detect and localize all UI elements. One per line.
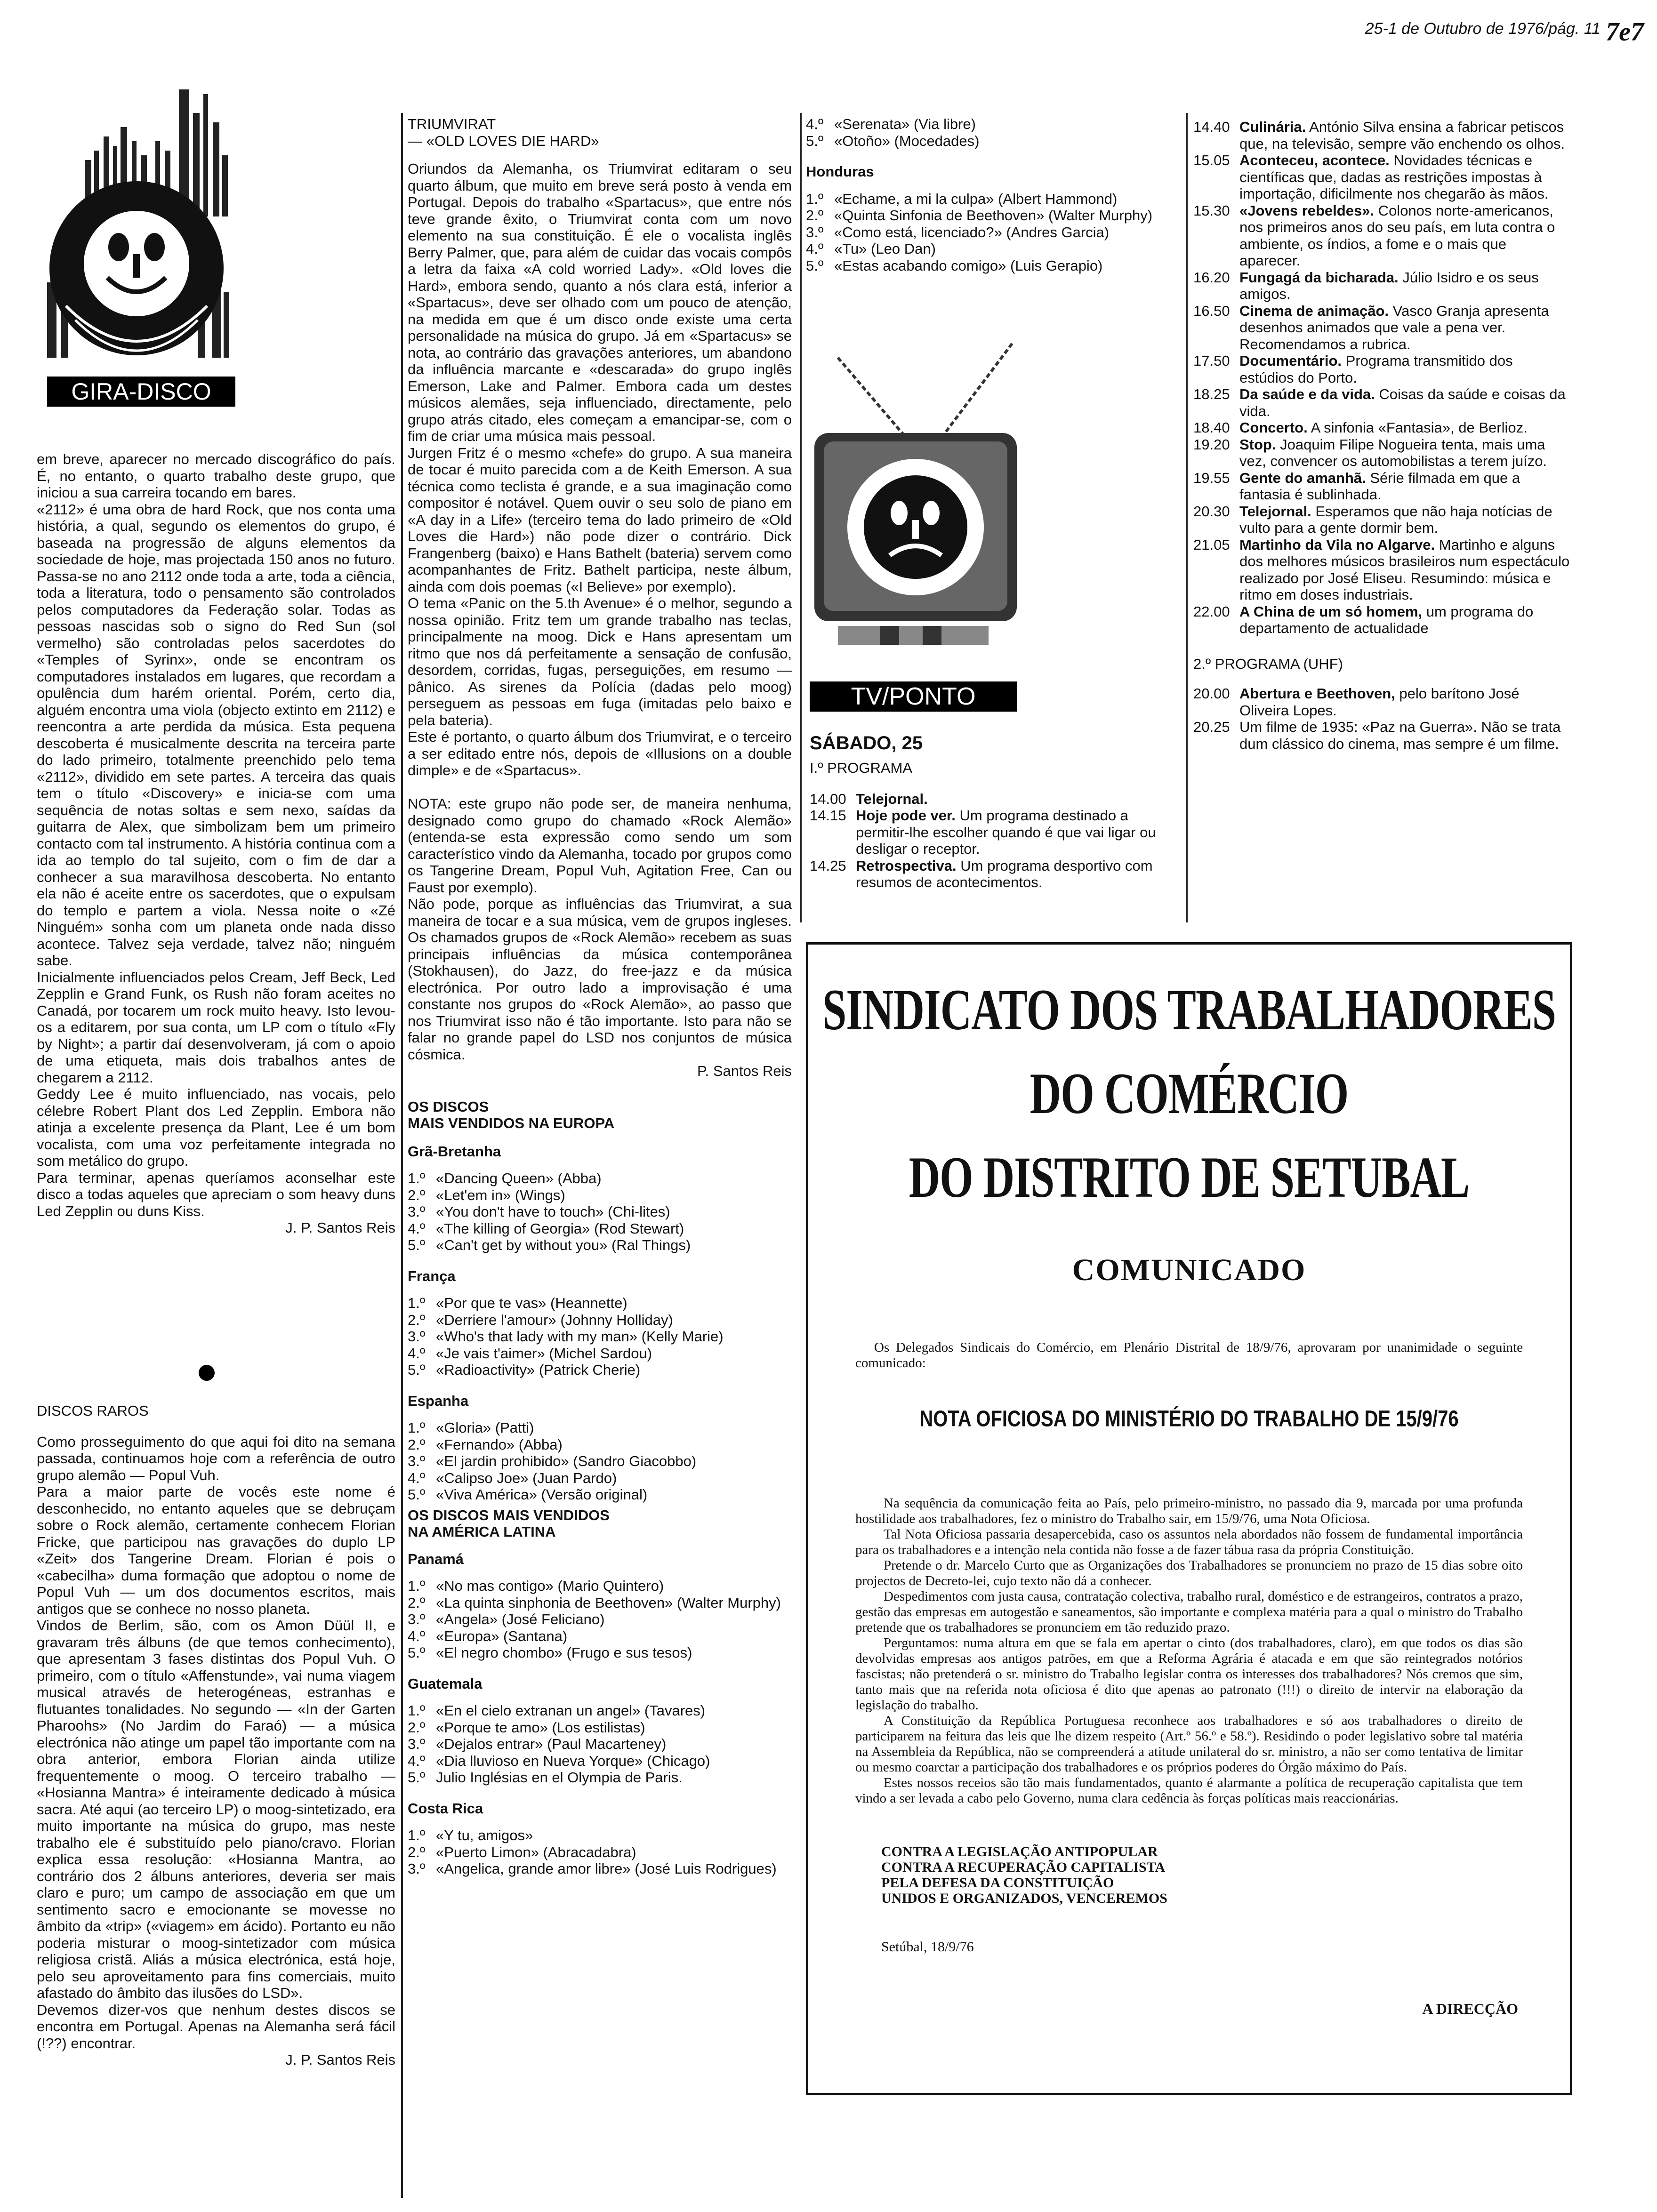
chart-list-pa	[408, 1578, 792, 1661]
tv-program-item: 16.50 Cinema de animação. Vasco Granja apresenta desenhos animados que vale a pena ver. Recomendamos a rubrica.	[1193, 302, 1549, 353]
charts-subtitle: MAIS VENDIDOS NA EUROPA	[408, 1115, 615, 1131]
charts-title: OS DISCOS	[408, 1098, 489, 1115]
notice-place-date: Setúbal, 18/9/76	[881, 1939, 974, 1955]
list-item: 1.º «En el cielo extranan un angel» (Tavares)	[408, 1702, 706, 1719]
list-item: 4.º «Calipso Joe» (Juan Pardo)	[408, 1469, 617, 1486]
list-item: 1.º «Por que te vas» (Heannette)	[408, 1295, 627, 1311]
list-item: 2.º «Porque te amo» (Los estilistas)	[408, 1719, 645, 1736]
notice-title-line-1: SINDICATO DOS TRABALHADORES	[822, 977, 1556, 1042]
list-item: 2.º «Puerto Limon» (Abracadabra)	[408, 1843, 636, 1860]
list-item: 4.º «Je vais t'aimer» (Michel Sardou)	[408, 1345, 652, 1362]
list-item: 5.º «Viva América» (Versão original)	[408, 1486, 648, 1503]
tv-ponto-label: TV/PONTO	[810, 681, 1017, 712]
chart-list-fr	[408, 1295, 792, 1378]
column-rule	[401, 113, 403, 2198]
tv-program-1-title: I.º PROGRAMA	[810, 760, 913, 776]
list-item: 3.º «Angelica, grande amor libre» (José Luis Rodrigues)	[408, 1860, 777, 1877]
tv-program-item: 19.55 Gente do amanhã. Série filmada em que a fantasia é sublinhada.	[1193, 469, 1520, 503]
tv-program-item: 14.00 Telejornal.	[810, 790, 928, 807]
page-date-header: 25-1 de Outubro de 1976/pág. 11	[1365, 20, 1601, 38]
discos-raros-article: Como prosseguimento do que aqui foi dito na semana passada, continuamos hoje com a referência de outro grupo alemão — Popul Vuh. Para a maior parte de vocês este nome é desconhecido, no entanto aqueles que se debruçam sobre o Rock alemão, certamente conhecem Florian Fricke, que participou nas gravações do duplo LP «Zeit» dos Tangerine Dream. Florian é pois o «cabecilha» duma formação que adoptou o nome de Popul Vuh — um dos documentos escritos, mais antigos que se conhece no nosso planeta. Vindos de Berlim, são, com os Amon Düül II, e gravaram três álbuns (de que temos conhecimento), que apresentam 3 fases distintas dos Popul Vuh. O primeiro, com o título «Affenstunde», vai numa viagem musical através de heterogéneas, estranhas e flutuantes tonalidades. No segundo — «In der Garten Pharoohs» (No Jardim do Faraó) — a música electrónica não atinge um papel tão importante com na obra anterior, embora Florian ainda utilize frequentemente o moog. O terceiro trabalho — «Hosianna Mantra» é inteiramente dedicado à música sacra. Até aqui (ao terceiro LP) o moog-sintetizado, era muito importante na música do grupo, mas neste trabalho ele é substituído pelo piano/cravo. Florian explica essa resolução: «Hosianna Mantra, ao contrário dos 2 álbuns anteriores, deveria ser mais claro e puro; um campo de associação em que um sentimento sacro e emocionante se movesse no âmbito da «trip» («viagem» em ácido). Portanto eu não poderia misturar o moog-sintetizador com música religiosa cristã. Aliás a música electrónica, está hoje, pelo seu aproveitamento para fins comerciais, muito afastado do âmbito das ilusões do LSD». Devemos dizer-vos que nenhum destes discos se encontra em Portugal. Apenas na Alemanha será fácil (!??) encontrar.	[37, 1433, 395, 2052]
tv-program-item: 14.25 Retrospectiva. Um programa desportivo com resumos de acontecimentos.	[810, 857, 1153, 890]
list-item: 1.º «Gloria» (Patti)	[408, 1419, 534, 1436]
chart-country-gu: Guatemala	[408, 1675, 483, 1692]
chart-list-gu	[408, 1702, 792, 1786]
gira-disco-logo	[38, 85, 235, 409]
tv-program-item: 14.15 Hoje pode ver. Um programa destinado a permitir-lhe escolher quando é que vai ligar ou desligar o receptor.	[810, 807, 1156, 857]
notice-paragraph: Perguntamos: numa altura em que se fala em apertar o cinto (dos trabalhadores, claro), em que todos os dias são devolvidas empresas aos antigos patrões, em que a Reforma Agrária é atacada e em que são reintegrados notórios fascistas; não pretenderá o sr. ministro do Trabalho legislar contra os interesses dos trabalhadores? Nós cremos que sim, tanto mais que na referida nota oficiosa é dito que apenas ao patronato (!!!) o direito de intervir na elaboração da legislação do trabalho.	[855, 1635, 1523, 1713]
tv-program-item: 17.50 Documentário. Programa transmitido dos estúdios do Porto.	[1193, 353, 1513, 386]
list-item: 5.º «Radioactivity» (Patrick Cherie)	[408, 1362, 641, 1378]
tv-program-item: 16.20 Fungagá da bicharada. Júlio Isidro e os seus amigos.	[1193, 269, 1539, 302]
chart-list-gb	[408, 1170, 792, 1254]
notice-body	[855, 1496, 1523, 1806]
tv-program-2-title: 2.º PROGRAMA (UHF)	[1193, 655, 1343, 672]
list-item: 2.º «Let'em in» (Wings)	[408, 1186, 565, 1203]
chart-country-gb: Grã-Bretanha	[408, 1143, 501, 1160]
list-item: 3.º «El jardin prohibido» (Sandro Giacobbo)	[408, 1453, 697, 1469]
gira-disco-label: GIRA-DISCO	[47, 377, 235, 407]
chart-country-es: Espanha	[408, 1392, 469, 1409]
tv-program-item: 20.30 Telejornal. Esperamos que não haja notícias de vulto para a gente dormir bem.	[1193, 503, 1552, 536]
list-item: 3.º «You don't have to touch» (Chi-lites)	[408, 1203, 670, 1220]
chart-list-es	[408, 1419, 792, 1503]
article-signature: J. P. Santos Reis	[285, 2052, 395, 2068]
chart-country-pa: Panamá	[408, 1550, 464, 1567]
list-item: 2.º «Fernando» (Abba)	[408, 1436, 563, 1453]
notice-paragraph: Na sequência da comunicação feita ao País, pelo primeiro-ministro, no passado dia 9, marcada por uma profunda hostilidade aos trabalhadores, fez o ministro do Trabalho sair, em 15/9/76, uma Nota Oficiosa.	[855, 1496, 1523, 1526]
notice-paragraph: A Constituição da República Portuguesa reconhece aos trabalhadores e só aos trabalhadores o direito de participarem na feitura das leis que lhe dizem respeito (Art.º 56.º e 58.º). Residindo o poder legislativo sobre tal matéria na Assembleia da República, não se compreenderá a atitude unilateral do sr. ministro, a não ser como tentativa de limitar ou mesmo coarctar a participação dos trabalhadores e os próprios poderes do Órgão máximo do País.	[855, 1713, 1523, 1775]
gira-disco-article: em breve, aparecer no mercado discográfico do país. É, no entanto, o quarto trabalho deste grupo, que iniciou a sua carreira tocando em bares. «2112» é uma obra de hard Rock, que nos conta uma história, a qual, segundo os elementos do grupo, é baseada na progressão de alguns elementos da sociedade de hoje, mas projectada 150 anos no futuro. Passa-se no ano 2112 onde toda a arte, toda a ciência, toda a literatura, todo o pensamento são controlados pelos computadores da Federação solar. Todas as pessoas nascidas sob o signo do Red Sun (sol vermelho) são controladas pelos sacerdotes do «Temples of Syrinx», onde se encontram os computadores instalados em lugares, que recordam a opulência dum harém oriental. Porém, certo dia, alguém encontra uma viola (objecto extinto em 2112) e reencontra a arte perdida da música. Esta pequena descoberta é musicalmente descrita na terceira parte do lado primeiro, totalmente preenchido pelo tema «2112», dividido em sete partes. A terceira das quais tem o título «Discovery» e inicia-se com uma sequência de notas soltas e sem nexo, saídas da guitarra de Alex, que simbolizam bem um primeiro contacto com tal instrumento. A história continua com a ida ao templo do tal sujeito, com o fim de dar a conhecer a sua maravilhosa descoberta. No entanto ela não é aceite entre os sacerdotes, que o expulsam do templo e partem a viola. Nessa noite o «Zé Ninguém» sonha com um planeta onde nada disso acontece. Talvez seja verdade, talvez não; ninguém sabe. Inicialmente influenciados pelos Cream, Jeff Beck, Led Zepplin e Grand Funk, os Rush não foram aceites no Canadá, por tocarem um rock muito heavy. Isto levou-os a editarem, por sua conta, um LP com o título «Fly by Night»; a partir daí desenvolveram, já com o apoio de uma etiqueta, mais dois trabalhos antes de chegarem a 2112. Geddy Lee é muito influenciado, nas vocais, pelo célebre Robert Plant dos Led Zepplin. Embora não atinja a excelente presença da Plant, Lee é um bom vocalista, com uma voz perfeitamente integrada no som metálico do grupo. Para terminar, apenas queríamos aconselhar este disco a todas aqueles que apreciam o som heavy duns Led Zepplin ou duns Kiss.	[37, 451, 395, 1219]
article-signature: P. Santos Reis	[697, 1063, 792, 1079]
tv-program-item: 15.30 «Jovens rebeldes». Colonos norte-americanos, nos primeiros anos do seu país, em luta contra o ambiente, os índios, a fome e o mais que aparecer.	[1193, 202, 1555, 269]
masthead-logo: 7e7	[1606, 17, 1644, 47]
list-item: 1.º «Dancing Queen» (Abba)	[408, 1170, 602, 1186]
notice-slogan: PELA DEFESA DA CONSTITUIÇÃO	[881, 1875, 1114, 1891]
list-item: 2.º «Quinta Sinfonia de Beethoven» (Walter Murphy)	[806, 207, 1153, 224]
list-item: 4.º «Tu» (Leo Dan)	[806, 240, 936, 257]
discos-raros-title: DISCOS RAROS	[37, 1403, 149, 1419]
list-item: 3.º «Who's that lady with my man» (Kelly Marie)	[408, 1328, 724, 1345]
list-item: 5.º «Estas acabando comigo» (Luis Gerapio)	[806, 257, 1103, 274]
tv-program-item: 18.25 Da saúde e da vida. Coisas da saúde e coisas da vida.	[1193, 386, 1566, 419]
list-item: 1.º «Echame, a mi la culpa» (Albert Hammond)	[806, 190, 1118, 207]
notice-slogan: CONTRA A RECUPERAÇÃO CAPITALISTA	[881, 1859, 1166, 1875]
list-item: 5.º Julio Inglésias en el Olympia de Paris.	[408, 1769, 683, 1786]
list-item: 4.º «Dia lluvioso en Nueva Yorque» (Chicago)	[408, 1752, 710, 1769]
notice-paragraph: Estes nossos receios são tão mais fundamentados, quanto é alarmante a política de recuperação capitalista que tem vindo a ser levada a cabo pelo Governo, numa clara cedência às forças políticas mais reaccionárias.	[855, 1775, 1523, 1806]
list-item: 5.º «Otoño» (Mocedades)	[806, 132, 980, 149]
notice-paragraph: Tal Nota Oficiosa passaria desapercebida, caso os assuntos nela abordados não fossem de fundamental importância para os trabalhadores e a intenção nela contida não fosse a de fazer tábua rasa da própria Constituição.	[855, 1527, 1523, 1557]
notice-slogan: UNIDOS E ORGANIZADOS, VENCEREMOS	[881, 1891, 1167, 1906]
list-item: 1.º «Y tu, amigos»	[408, 1827, 533, 1843]
list-item: 2.º «La quinta sinphonia de Beethoven» (Walter Murphy)	[408, 1594, 781, 1611]
union-notice-box	[806, 942, 1572, 2095]
tv-program-2-list	[1193, 685, 1570, 752]
chart-country-cr: Costa Rica	[408, 1800, 483, 1817]
article-signature: J. P. Santos Reis	[285, 1219, 395, 1236]
column-rule	[800, 113, 802, 922]
tv-program-item: 19.20 Stop. Joaquim Filipe Nogueira tenta, mais uma vez, convencer os automobilistas a terem juízo.	[1193, 436, 1547, 469]
notice-comunicado: COMUNICADO	[1072, 1253, 1306, 1287]
tv-program-item: 15.05 Aconteceu, acontece. Novidades técnicas e científicas que, dadas as restrições impostas à importação, dificilmente nos chegarão às mãos.	[1193, 152, 1549, 202]
triumvirat-article: Oriundos da Alemanha, os Triumvirat editaram o seu quarto álbum, que muito em breve será posto à venda em Portugal. Depois do trabalho «Spartacus», que entre nós teve grande êxito, o Triumvirat conta com um novo elemento na sua constituição. É ele o vocalista inglês Berry Palmer, que, para além de cuidar das vocais compôs a letra da faixa «A cold worried Lady». «Old loves die Hard», embora sendo, quanto a nós clara está, inferior a «Spartacus», deve ser olhado com um pouco de atenção, na medida em que é um disco onde existe uma certa personalidade na música do grupo. Já em «Spartacus» se nota, ao contrário das gravações anteriores, um abandono da influência marcante e «descarada» do grupo inglês Emerson, Lake and Palmer. Embora cada um destes músicos alemães, seja influenciado, directamente, pelo grupo atrás citado, eles começam a emancipar-se, com o fim de criar uma música mais pessoal. Jurgen Fritz é o mesmo «chefe» do grupo. A sua maneira de tocar é muito parecida com a de Keith Emerson. A sua técnica como teclista é grande, e a sua imaginação como compositor é notável. Quem ouvir o seu solo de piano em «A day in a Life» (terceiro tema do lado primeiro de «Old Loves die Hard») não pode dizer o contrário. Dick Frangenberg (baixo) e Hans Bathelt (bateria) servem como acompanhantes de Fritz. Bathelt participa, neste álbum, ainda com dois poemas («I Believe» por exemplo). O tema «Panic on the 5.th Avenue» é o melhor, segundo a nossa opinião. Fritz tem um grande trabalho nas teclas, principalmente na moog. Dick e Hans apresentam um ritmo que nos dá perfeitamente a sensação de confusão, desordem, corridas, fugas, perseguições, em resumo — pânico. As sirenes da Polícia (dadas pelo moog) perseguem as pessoas em fuga (imitadas pelo baixo e pela bateria). Este é portanto, o quarto álbum dos Triumvirat, e o terceiro a ser editado entre nós, depois de «Illusions on a double dimple» e de «Spartacus». NOTA: este grupo não pode ser, de maneira nenhuma, designado como grupo do chamado «Rock Alemão» (entenda-se esta expressão como sendo um som característico vindo da Alemanha, tocado por grupos como os Tangerine Dream, Popul Vuh, Agitation Free, Can ou Faust por exemplo). Não pode, porque as influências das Triumvirat, a sua maneira de tocar e a sua música, vem de grupos ingleses. Os chamados grupos de «Rock Alemão» recebem as suas principais influências da música contemporânea (Stokhausen), do Jazz, do free-jazz e da música electrónica. Por outro lado a improvisação é uma constante nos grupos do «Rock Alemão», ao passo que nos Triumvirat isso não é tão importante. Isto para não se falar no grande papel do LSD nos conjuntos de música cósmica.	[408, 160, 792, 1063]
notice-paragraph: Despedimentos com justa causa, contratação colectiva, trabalho rural, doméstico e de estrangeiros, contratos a prazo, gestão das empresas em autogestão e saneamentos, são importante e complexa matéria para a qual o ministro do Trabalho pretende que os trabalhadores se pronunciem em tão reduzido prazo.	[855, 1589, 1523, 1635]
turntable-face-icon	[38, 85, 235, 377]
notice-signature: A DIRECÇÃO	[1422, 2000, 1518, 2017]
notice-intro: Os Delegados Sindicais do Comércio, em Plenário Distrital de 18/9/76, aprovaram por unanimidade o seguinte comunicado:	[855, 1340, 1523, 1370]
list-item: 5.º «El negro chombo» (Frugo e sus tesos)	[408, 1644, 692, 1661]
charts-continued-column	[806, 116, 1182, 274]
chart-list-cr-part1	[408, 1827, 792, 1877]
tv-listing-right	[1193, 119, 1570, 752]
bullet-dot	[199, 1365, 215, 1381]
list-item: 2.º «Derriere l'amour» (Johnny Holliday)	[408, 1311, 673, 1328]
tv-program-item: 22.00 A China de um só homem, um programa do departamento de actualidade	[1193, 603, 1534, 636]
notice-slogan: CONTRA A LEGISLAÇÃO ANTIPOPULAR	[881, 1844, 1158, 1859]
column-rule	[1186, 113, 1188, 922]
notice-slogans	[881, 1844, 1570, 1906]
tv-program-item: 20.00 Abertura e Beethoven, pelo barítono José Oliveira Lopes.	[1193, 685, 1520, 719]
list-item: 4.º «Serenata» (Via libre)	[806, 116, 976, 132]
list-item: 1.º «No mas contigo» (Mario Quintero)	[408, 1578, 664, 1594]
chart-country-ho: Honduras	[806, 163, 874, 180]
chart-list-ho	[806, 191, 1182, 274]
tv-day: SÁBADO, 25	[810, 733, 923, 753]
tv-listing-left	[810, 731, 1182, 891]
triumvirat-subtitle: — «OLD LOVES DIE HARD»	[408, 132, 599, 149]
tv-program-item: 14.40 Culinária. António Silva ensina a fabricar petiscos que, na televisão, sempre vão enchendo os olhos.	[1193, 119, 1565, 152]
triumvirat-column	[408, 116, 792, 1877]
list-item: 4.º «Europa» (Santana)	[408, 1627, 568, 1644]
tv-program-item: 21.05 Martinho da Vila no Algarve. Martinho e alguns dos melhores músicos brasileiros num espectáculo realizado por José Eliseu. Resumindo: música e ritmo em doses industriais.	[1193, 536, 1570, 603]
tv-program-item: 18.40 Concerto. A sinfonia «Fantasia», de Berlioz.	[1193, 419, 1528, 436]
notice-title-line-3: DO DISTRITO DE SETUBAL	[909, 1145, 1470, 1210]
tv-program-1-list	[810, 791, 1182, 891]
discos-raros-column	[37, 1403, 395, 2068]
list-item: 4.º «The killing of Georgia» (Rod Stewart)	[408, 1220, 684, 1237]
chart-list-cr-part2	[806, 116, 1182, 149]
notice-title-line-2: DO COMÉRCIO	[1030, 1061, 1349, 1126]
triumvirat-title: TRIUMVIRAT	[408, 116, 496, 132]
latin-charts-subtitle: NA AMÉRICA LATINA	[408, 1523, 556, 1540]
list-item: 3.º «Como está, licenciado?» (Andres Garcia)	[806, 224, 1110, 240]
tv-sad-face-icon	[810, 339, 1017, 687]
chart-country-fr: França	[408, 1267, 456, 1284]
latin-charts-title: OS DISCOS MAIS VENDIDOS	[408, 1507, 610, 1523]
notice-paragraph: Pretende o dr. Marcelo Curto que as Organizações dos Trabalhadores se pronunciem no prazo de 15 dias sobre oito projectos de Decreto-lei, cujo texto não dá a conhecer.	[855, 1558, 1523, 1588]
list-item: 3.º «Dejalos entrar» (Paul Macarteney)	[408, 1736, 667, 1752]
tv-program-item: 20.25 Um filme de 1935: «Paz na Guerra». Não se trata dum clássico do cinema, mas sempre é um filme.	[1193, 719, 1561, 752]
tv-ponto-logo	[810, 339, 1017, 720]
tv-program-1-list-continued	[1193, 119, 1570, 637]
list-item: 5.º «Can't get by without you» (Ral Things)	[408, 1237, 691, 1253]
gira-disco-column	[37, 451, 395, 1236]
list-item: 3.º «Angela» (José Feliciano)	[408, 1611, 605, 1627]
notice-nota-title: NOTA OFICIOSA DO MINISTÉRIO DO TRABALHO DE 15/9/76	[919, 1406, 1459, 1432]
